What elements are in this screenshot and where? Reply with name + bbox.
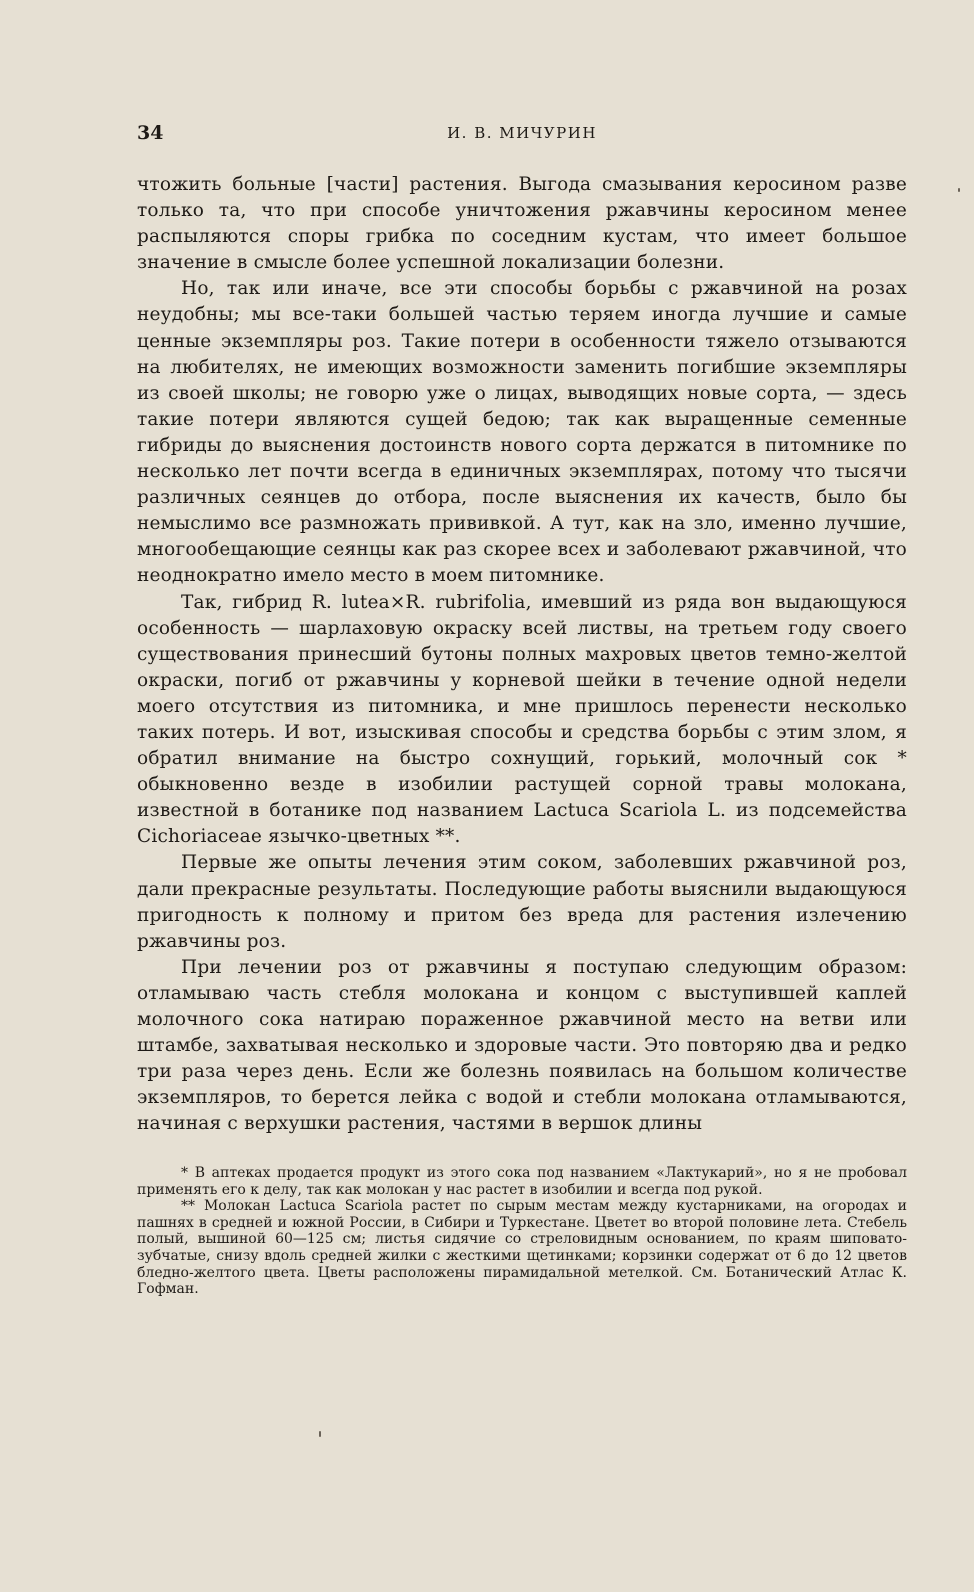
main-text (137, 172, 907, 1137)
paragraph-4: Первые же опыты лечения этим соком, заболевших ржавчиной роз, дали прекрасные результаты. Последующие работы выяснили выдающуюся пригодность к полному и притом без вреда для растения излечению ржавчины роз. (137, 852, 907, 952)
paragraph-5: При лечении роз от ржавчины я поступаю следующим образом: отламываю часть стебля молокана и концом с выступившей каплей молочного сока натираю пораженное ржавчиной место на ветви или штамбе, захватывая несколько и здоровые части. Это повторяю два и редко три раза через день. Если же болезнь появилась на большом количестве экземпляров, то берется лейка с водой и стебли молокана отламываются, начиная с верхушки растения, частями в вершок длины (137, 956, 907, 1135)
footnote-1: * В аптеках продается продукт из этого сока под названием «Лактукарий», но я не пробовал применять его к делу, так как молокан у нас растет в изобилии и всегда под рукой. (137, 1165, 907, 1198)
page-header (137, 122, 907, 150)
paper-speck (958, 188, 960, 192)
paragraph-3: Так, гибрид R. lutea×R. rubrifolia, имевший из ряда вон выдающуюся особенность — шарлаховую окраску всей листвы, на третьем году своего существования принесший бутоны полных махровых цветов темно-желтой окраски, погиб от ржавчины у корневой шейки в течение одной недели моего отсутствия из питомника, и мне пришлось перенести несколько таких потерь. И вот, изыскивая способы и средства борьбы с этим злом, я обратил внимание на быстро сохнущий, горький, молочный сок * обыкновенно везде в изобилии растущей сорной травы молокана, известной в ботанике под названием Lactuca Scariola L. из подсемейства Cichoriaceae язычко-цветных **. (137, 591, 907, 848)
running-head: И. В. МИЧУРИН (447, 124, 597, 142)
paragraph-1: чтожить больные [части] растения. Выгода смазывания керосином разве только та, что при способе уничтожения ржавчины керосином менее распыляются споры грибка по соседним кустам, что имеет большое значение в смысле более успешной локализации болезни. (137, 174, 907, 274)
footnotes (137, 1165, 907, 1298)
paragraph-2: Но, так или иначе, все эти способы борьбы с ржавчиной на розах неудобны; мы все-таки большей частью теряем иногда лучшие и самые ценные экземпляры роз. Такие потери в особенности тяжело отзываются на любителях, не имеющих возможности заменить погибшие экземпляры из своей школы; не говорю уже о лицах, выводящих новые сорта, — здесь такие потери являются сущей бедою; так как выращенные семенные гибриды до выяснения достоинств нового сорта держатся в питомнике по несколько лет почти всегда в единичных экземплярах, потому что тысячи различных сеянцев до отбора, после выяснения их качеств, было бы немыслимо все размножать прививкой. А тут, как на зло, именно лучшие, многообещающие сеянцы как раз скорее всех и заболевают ржавчиной, что неоднократно имело место в моем питомнике. (137, 278, 907, 587)
paper-speck (319, 1431, 321, 1437)
footnote-2: ** Молокан Lactuca Scariola растет по сырым местам между кустарниками, на огородах и пашнях в средней и южной России, в Сибири и Туркестане. Цветет во второй половине лета. Стебель полый, вышиной 60—125 см; листья сидячие со стреловидным основанием, по краям шиповато-зубчатые, снизу вдоль средней жилки с жесткими щетинками; корзинки содержат от 6 до 12 цветов бледно-желтого цвета. Цветы расположены пирамидальной метелкой. См. Ботанический Атлас К. Гофман. (137, 1198, 907, 1298)
page-number: 34 (137, 122, 164, 144)
